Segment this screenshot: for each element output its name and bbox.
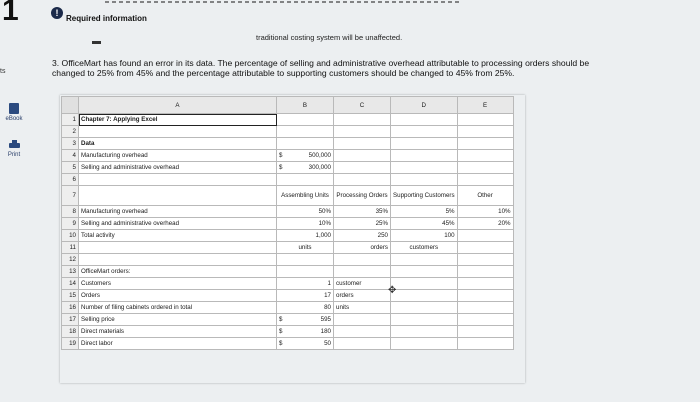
- cell-b[interactable]: $ 50: [277, 338, 334, 350]
- table-row: [62, 242, 514, 254]
- row-number: 10: [62, 230, 79, 242]
- table-row: [62, 338, 514, 350]
- cell-c[interactable]: [334, 138, 391, 150]
- column-header-row: [62, 97, 514, 114]
- cell-a[interactable]: Manufacturing overhead: [79, 206, 277, 218]
- cell-c[interactable]: 25%: [334, 218, 391, 230]
- cell-d[interactable]: [391, 326, 458, 338]
- cell-b[interactable]: 17: [277, 290, 334, 302]
- cell-e[interactable]: 20%: [457, 218, 513, 230]
- cell-d[interactable]: [391, 150, 458, 162]
- table-row: [62, 150, 514, 162]
- cell-a[interactable]: [79, 254, 277, 266]
- table-row: [62, 266, 514, 278]
- row-number: 6: [62, 174, 79, 186]
- row-number: 9: [62, 218, 79, 230]
- cell-d[interactable]: 100: [391, 230, 458, 242]
- print-icon: [9, 140, 20, 150]
- col-header-a[interactable]: A: [79, 97, 277, 114]
- cell-c[interactable]: [334, 254, 391, 266]
- cell-b[interactable]: [277, 126, 334, 138]
- cell-c[interactable]: [334, 114, 391, 126]
- collapse-icon[interactable]: [92, 41, 101, 44]
- row-number: 3: [62, 138, 79, 150]
- cell-d[interactable]: [391, 314, 458, 326]
- cell-a[interactable]: Manufacturing overhead: [79, 150, 277, 162]
- cell-b[interactable]: $ 595: [277, 314, 334, 326]
- cell-b[interactable]: [277, 254, 334, 266]
- row-number: 12: [62, 254, 79, 266]
- row-number: 5: [62, 162, 79, 174]
- ebook-label: eBook: [5, 116, 23, 122]
- cell-c[interactable]: [334, 314, 391, 326]
- required-info-heading[interactable]: Required information: [66, 14, 147, 23]
- cell-e[interactable]: [457, 326, 513, 338]
- print-link[interactable]: [2, 140, 26, 158]
- cell-b[interactable]: [277, 266, 334, 278]
- cell-a[interactable]: Direct materials: [79, 326, 277, 338]
- row-number: 4: [62, 150, 79, 162]
- col-header-c[interactable]: C: [334, 97, 391, 114]
- row-number: 11: [62, 242, 79, 254]
- table-row: [62, 174, 514, 186]
- cell-e[interactable]: [457, 266, 513, 278]
- cell-d[interactable]: [391, 114, 458, 126]
- row-number: 7: [62, 186, 79, 206]
- cell-d[interactable]: [391, 174, 458, 186]
- cell-e[interactable]: [457, 314, 513, 326]
- cell-e[interactable]: [457, 174, 513, 186]
- cell-a[interactable]: [79, 186, 277, 206]
- table-row: [62, 126, 514, 138]
- previous-answer-text: traditional costing system will be unaffected.: [256, 33, 403, 42]
- table-row: [62, 326, 514, 338]
- cell-b[interactable]: [277, 114, 334, 126]
- cell-b[interactable]: $ 500,000: [277, 150, 334, 162]
- cell-e[interactable]: [457, 230, 513, 242]
- question-number: 1: [2, 0, 19, 27]
- row-number: 8: [62, 206, 79, 218]
- cell-a[interactable]: Selling price: [79, 314, 277, 326]
- cell-e[interactable]: [457, 150, 513, 162]
- row-number: 1: [62, 114, 79, 126]
- table-row: [62, 138, 514, 150]
- cell-d[interactable]: [391, 338, 458, 350]
- cell-a[interactable]: Data: [79, 138, 277, 150]
- cell-e[interactable]: [457, 338, 513, 350]
- cell-c[interactable]: [334, 174, 391, 186]
- ebook-link[interactable]: [2, 103, 26, 122]
- cell-c[interactable]: [334, 150, 391, 162]
- row-number: 18: [62, 326, 79, 338]
- cell-b[interactable]: 10%: [277, 218, 334, 230]
- cell-e[interactable]: [457, 162, 513, 174]
- cell-d[interactable]: [391, 302, 458, 314]
- cell-e[interactable]: [457, 290, 513, 302]
- cell-a[interactable]: Direct labor: [79, 338, 277, 350]
- cell-d[interactable]: [391, 254, 458, 266]
- cell-d[interactable]: [391, 138, 458, 150]
- cell-a[interactable]: Customers: [79, 278, 277, 290]
- table-row: [62, 114, 514, 126]
- cell-a[interactable]: OfficeMart orders:: [79, 266, 277, 278]
- cell-c[interactable]: orders: [334, 242, 391, 254]
- col-header-b[interactable]: B: [277, 97, 334, 114]
- row-number: 16: [62, 302, 79, 314]
- cell-a[interactable]: [79, 174, 277, 186]
- cell-b[interactable]: [277, 138, 334, 150]
- cell-c[interactable]: orders: [334, 290, 391, 302]
- cell-e[interactable]: Other: [457, 186, 513, 206]
- cell-d[interactable]: [391, 162, 458, 174]
- table-row: [62, 186, 514, 206]
- cell-b[interactable]: 80: [277, 302, 334, 314]
- table-row: [62, 218, 514, 230]
- cell-d[interactable]: [391, 278, 458, 290]
- cell-b[interactable]: $ 300,000: [277, 162, 334, 174]
- table-row: [62, 162, 514, 174]
- points-label: ts: [0, 68, 6, 75]
- cell-b[interactable]: 1: [277, 278, 334, 290]
- cell-a[interactable]: [79, 126, 277, 138]
- col-header-d[interactable]: D: [391, 97, 458, 114]
- cell-c[interactable]: [334, 162, 391, 174]
- table-row: [62, 230, 514, 242]
- info-icon: !: [51, 7, 63, 19]
- cell-c[interactable]: [334, 338, 391, 350]
- cell-a[interactable]: Selling and administrative overhead: [79, 162, 277, 174]
- cell-a[interactable]: Total activity: [79, 230, 277, 242]
- cell-b[interactable]: Assembling Units: [277, 186, 334, 206]
- print-label: Print: [7, 152, 21, 158]
- cell-b[interactable]: $ 180: [277, 326, 334, 338]
- row-number: 14: [62, 278, 79, 290]
- question-text: 3. OfficeMart has found an error in its data. The percentage of selling and administrative overhead attributable to processing orders should be changed to 25% from 45% and the percentage attributable to supporting customers should be changed to 45% from 25%.: [52, 58, 590, 78]
- ebook-icon: [9, 103, 19, 114]
- cell-e[interactable]: [457, 242, 513, 254]
- cell-cursor-icon: ✥: [388, 285, 397, 296]
- cell-e[interactable]: [457, 278, 513, 290]
- cell-e[interactable]: [457, 138, 513, 150]
- table-row: [62, 290, 514, 302]
- table-row: [62, 254, 514, 266]
- cell-a[interactable]: Orders: [79, 290, 277, 302]
- cell-c[interactable]: 35%: [334, 206, 391, 218]
- cell-c[interactable]: [334, 266, 391, 278]
- cell-c[interactable]: [334, 126, 391, 138]
- cell-b[interactable]: units: [277, 242, 334, 254]
- spreadsheet: [61, 96, 514, 350]
- cell-e[interactable]: [457, 114, 513, 126]
- cell-b[interactable]: 50%: [277, 206, 334, 218]
- cut-off-text-line: [105, 1, 460, 3]
- row-number: 13: [62, 266, 79, 278]
- cell-b[interactable]: 1,000: [277, 230, 334, 242]
- cell-a[interactable]: Number of filing cabinets ordered in total: [79, 302, 277, 314]
- cell-c[interactable]: customer: [334, 278, 391, 290]
- cell-e[interactable]: [457, 126, 513, 138]
- cell-a[interactable]: [79, 242, 277, 254]
- cell-c[interactable]: [334, 326, 391, 338]
- cell-e[interactable]: [457, 254, 513, 266]
- cell-c[interactable]: units: [334, 302, 391, 314]
- cell-d[interactable]: 5%: [391, 206, 458, 218]
- row-number: 17: [62, 314, 79, 326]
- table-row: [62, 206, 514, 218]
- cell-d[interactable]: customers: [391, 242, 458, 254]
- cell-d[interactable]: [391, 290, 458, 302]
- cell-d[interactable]: Supporting Customers: [391, 186, 458, 206]
- cell-c[interactable]: 250: [334, 230, 391, 242]
- cell-b[interactable]: [277, 174, 334, 186]
- cell-c[interactable]: Processing Orders: [334, 186, 391, 206]
- table-row: [62, 278, 514, 290]
- cell-e[interactable]: [457, 302, 513, 314]
- cell-a[interactable]: Chapter 7: Applying Excel: [79, 114, 277, 126]
- row-number: 2: [62, 126, 79, 138]
- col-header-e[interactable]: E: [457, 97, 513, 114]
- row-number: 19: [62, 338, 79, 350]
- cell-a[interactable]: Selling and administrative overhead: [79, 218, 277, 230]
- cell-d[interactable]: 45%: [391, 218, 458, 230]
- table-row: [62, 314, 514, 326]
- cell-d[interactable]: [391, 266, 458, 278]
- cell-d[interactable]: [391, 126, 458, 138]
- table-row: [62, 302, 514, 314]
- row-number: 15: [62, 290, 79, 302]
- cell-e[interactable]: 10%: [457, 206, 513, 218]
